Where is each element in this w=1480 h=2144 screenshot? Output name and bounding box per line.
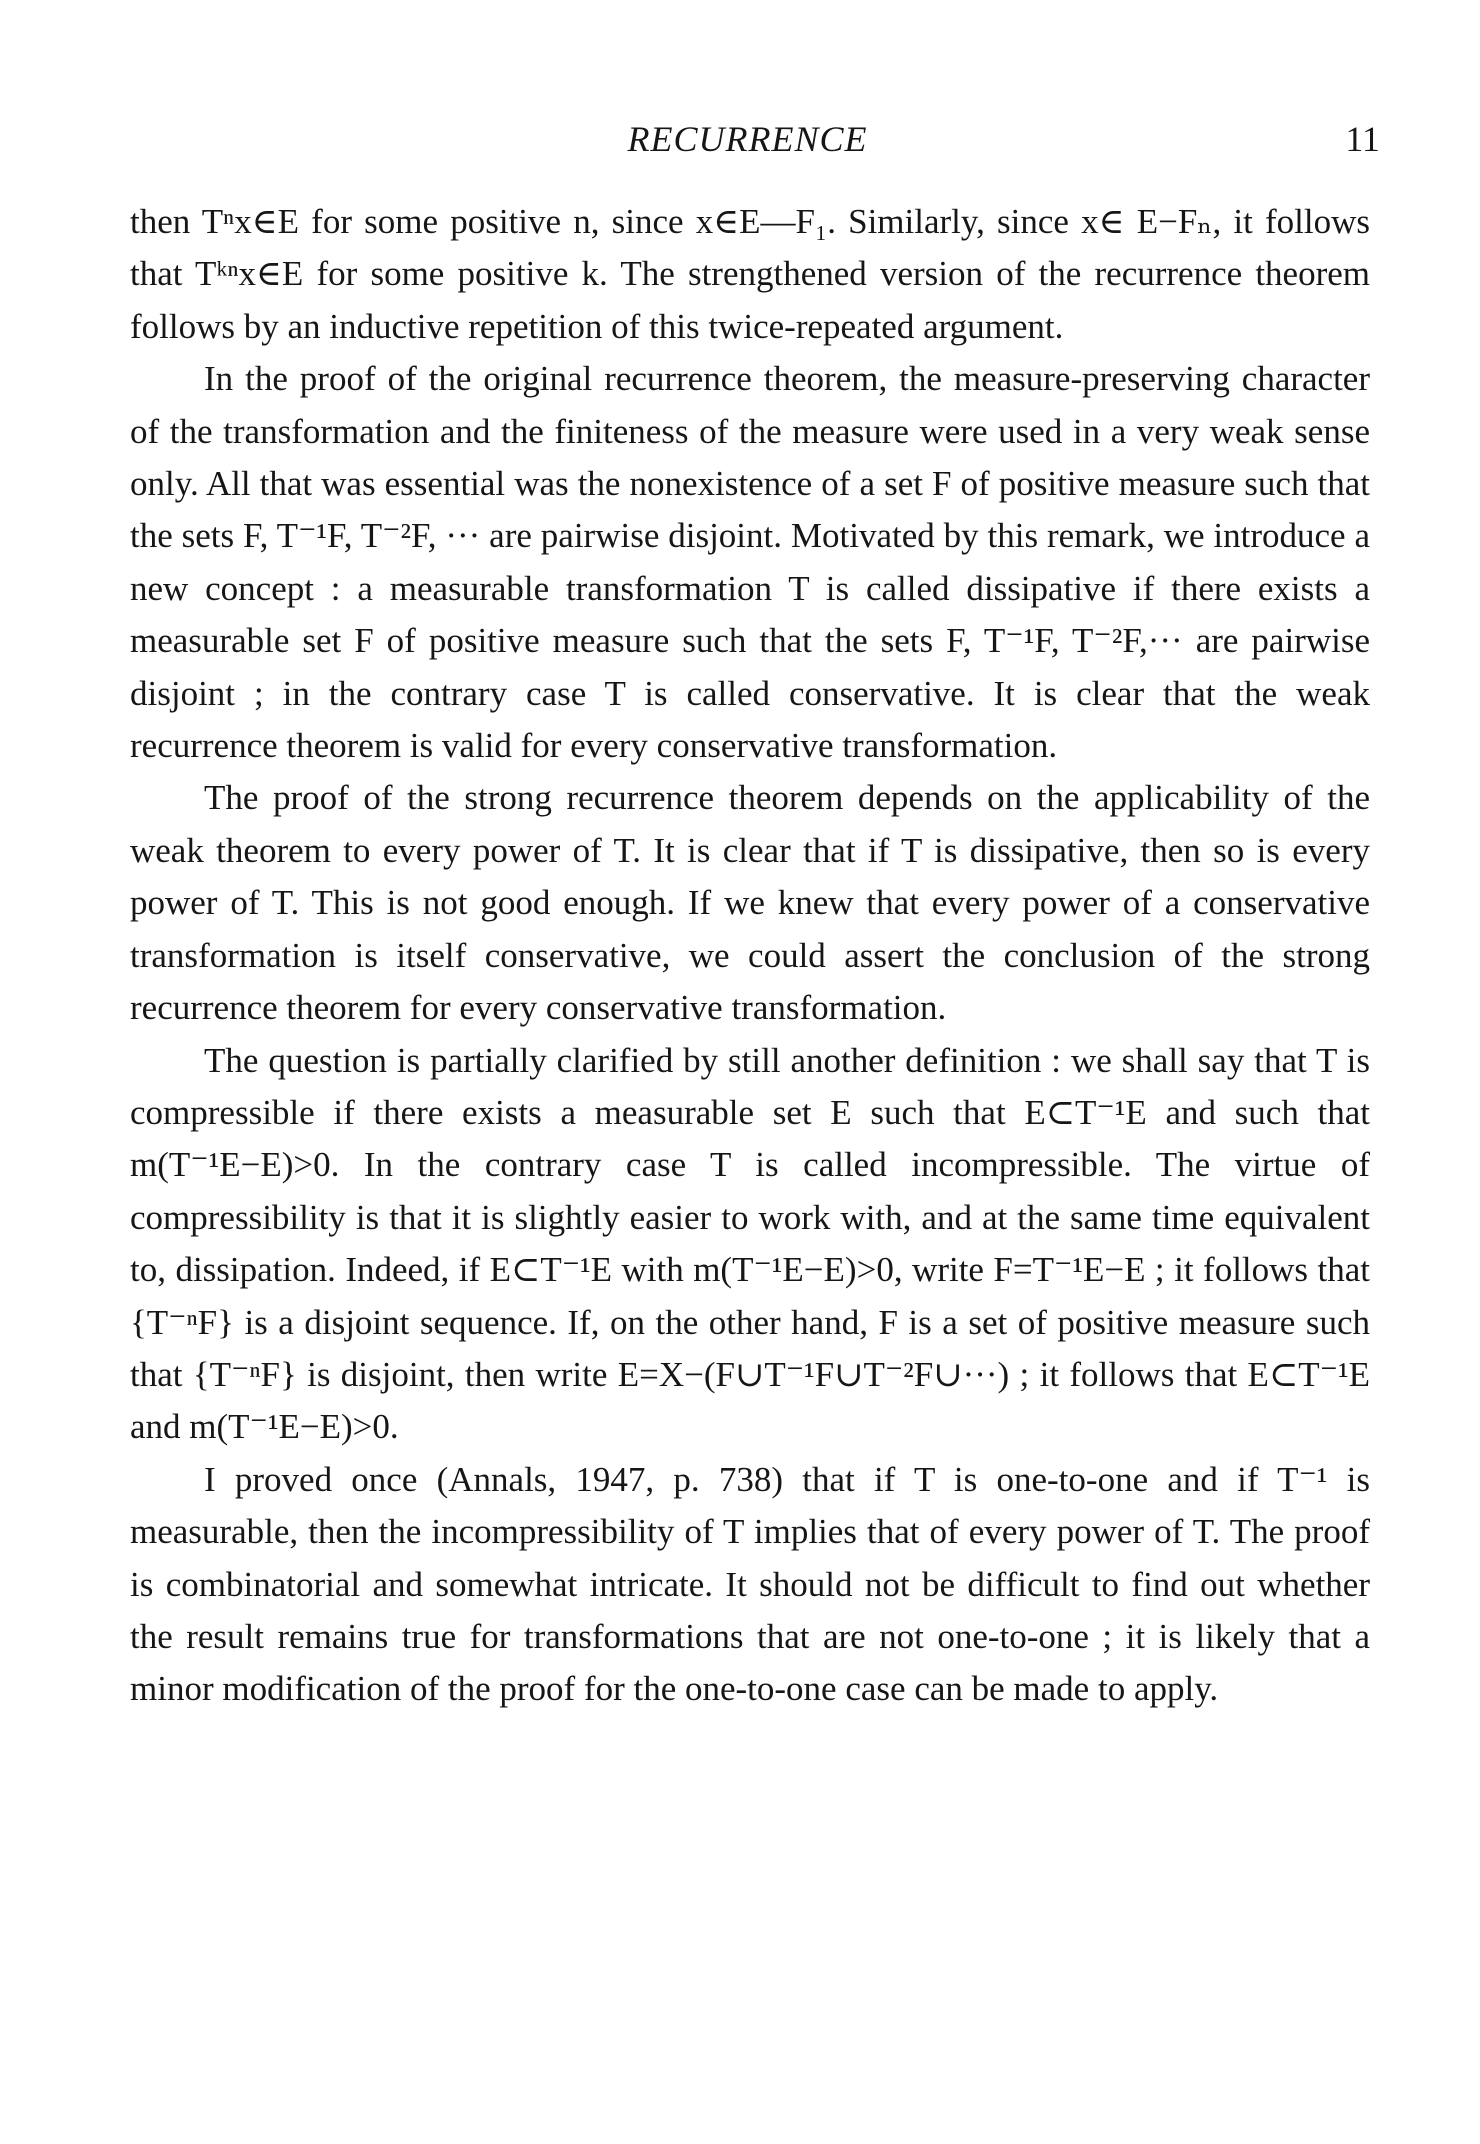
paragraph-5: I proved once (Annals, 1947, p. 738) that if T is one-to-one and if T⁻¹ is measurable, then the incompressibility of T implies that of every power of T. The proof is combinatorial and somewhat intricate. It should not be difficult to find out whether the result remains true for transformations that are not one-to-one ; it is likely that a minor modification of the proof for the one-to-one case can be made to apply.	[130, 1459, 1370, 1709]
running-title: RECURRENCE	[627, 119, 868, 159]
paragraph-1: then Tⁿx∈E for some positive n, since x∈E—F₁. Similarly, since x∈ E−Fₙ, it follows that Tᵏⁿx∈E for some positive k. The strengthened version of the recurrence theorem follows by an inductive repetition of this twice-repeated argument.	[130, 202, 1370, 346]
paragraph-4: The question is partially clarified by still another definition : we shall say that T is compressible if there exists a measurable set E such that E⊂T⁻¹E and such that m(T⁻¹E−E)>0. In the contrary case T is called incompressible. The virtue of compressibility is that it is slightly easier to work with, and at the same time equivalent to, dissipation. Indeed, if E⊂T⁻¹E with m(T⁻¹E−E)>0, write F=T⁻¹E−E ; it follows that {T⁻ⁿF} is a disjoint sequence. If, on the other hand, F is a set of positive measure such that {T⁻ⁿF} is disjoint, then write E=X−(F∪T⁻¹F∪T⁻²F∪···) ; it follows that E⊂T⁻¹E and m(T⁻¹E−E)>0.	[130, 1040, 1370, 1447]
body-text	[130, 196, 1370, 1716]
page-number: 11	[1345, 119, 1380, 159]
paragraph-2: In the proof of the original recurrence theorem, the measure-preserving character of the transformation and the finiteness of the measure were used in a very weak sense only. All that was essential was the nonexistence of a set F of positive measure such that the sets F, T⁻¹F, T⁻²F, ··· are pairwise disjoint. Motivated by this remark, we introduce a new concept : a measurable transformation T is called dissipative if there exists a measurable set F of positive measure such that the sets F, T⁻¹F, T⁻²F,··· are pairwise disjoint ; in the contrary case T is called conservative. It is clear that the weak recurrence theorem is valid for every conservative transformation.	[130, 359, 1370, 766]
paragraph-3: The proof of the strong recurrence theorem depends on the applicability of the weak theorem to every power of T. It is clear that if T is dissipative, then so is every power of T. This is not good enough. If we knew that every power of a conservative transformation is itself conservative, we could assert the conclusion of the strong recurrence theorem for every conservative transformation.	[130, 778, 1370, 1028]
running-head	[130, 118, 1380, 168]
